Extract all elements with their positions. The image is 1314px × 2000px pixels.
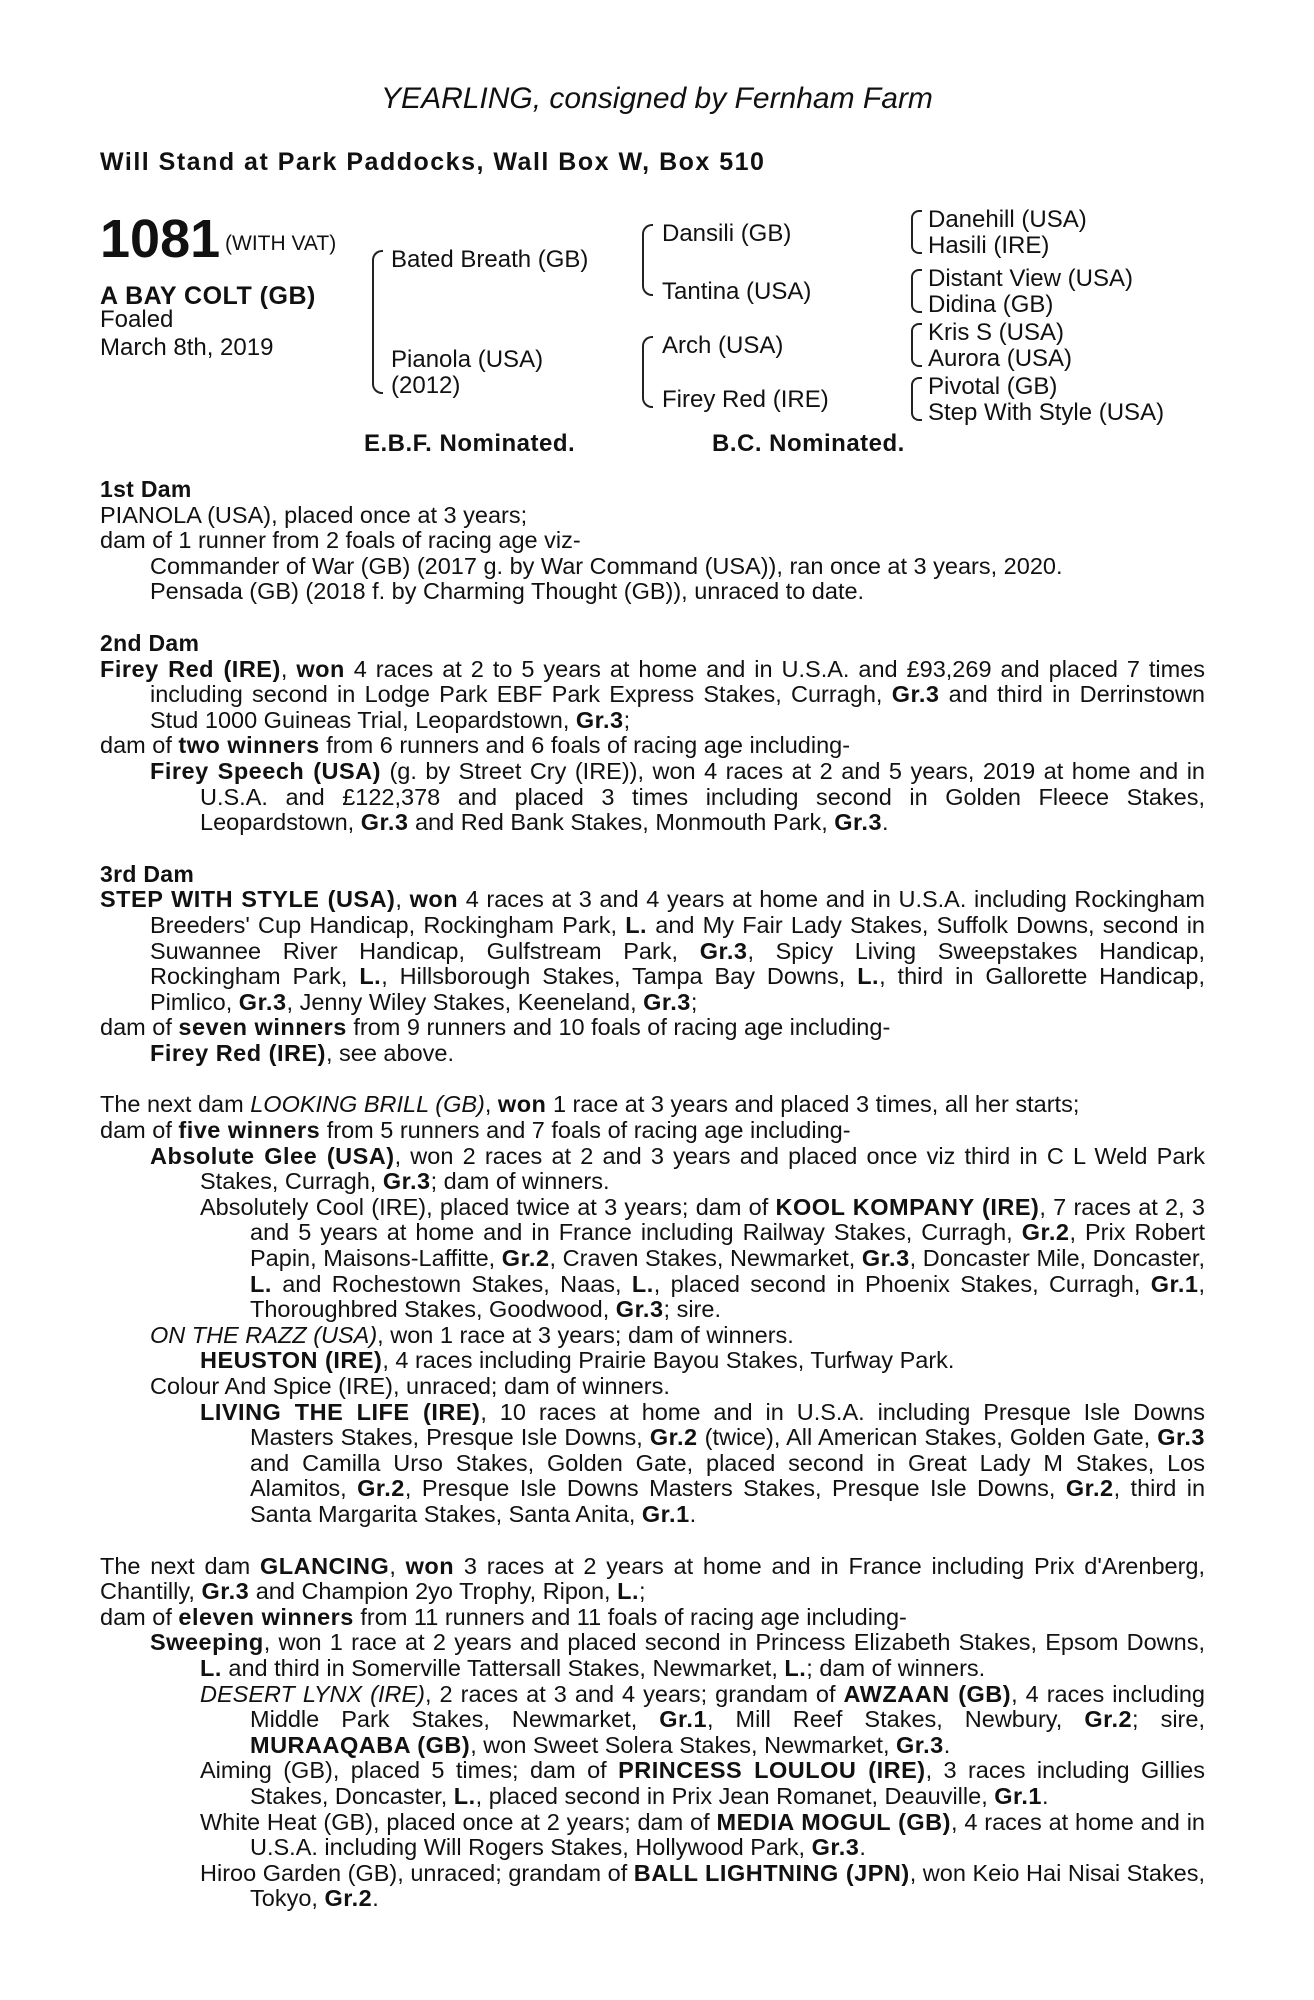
horse-name: Firey Speech (USA) [150, 757, 381, 784]
pedigree-dam-sire: Arch (USA) [662, 332, 784, 359]
pedigree-brace [642, 336, 653, 408]
pedigree-ssd: Hasili (IRE) [928, 232, 1050, 259]
won-label: won [296, 655, 345, 682]
horse-name: KOOL KOMPANY (IRE) [775, 1193, 1040, 1220]
pedigree-brace [372, 250, 383, 394]
next-dam-grandfoal: Absolutely Cool (IRE), placed twice at 3 years; dam of KOOL KOMPANY (IRE), 7 races at 2, 3 and 5 years at home and in France including Railway Stakes, Curragh, Gr.2, Prix Robert Papin, Maisons-Laffitte, Gr.2, Craven Stakes, Newmarket, Gr.3, Doncaster Mile, Doncaster, L. and Rochestown Stakes, Naas, L., placed second in Phoenix Stakes, Curragh, Gr.1, Thoroughbred Stakes, Goodwood, Gr.3; sire. [200, 1193, 1206, 1323]
horse-name: STEP WITH STYLE (USA) [100, 886, 396, 913]
lot-name: A BAY COLT (GB) [100, 282, 316, 310]
next-dam-grandfoal: Hiroo Garden (GB), unraced; grandam of BALL LIGHTNING (JPN), won Keio Hai Nisai Stakes, Tokyo, Gr.2. [200, 1859, 1206, 1912]
pedigree-dss: Kris S (USA) [928, 319, 1065, 346]
first-dam-produce: dam of 1 runner from 2 foals of racing age viz- [100, 527, 581, 554]
next-dam-grandfoal: White Heat (GB), placed once at 2 years; dam of MEDIA MOGUL (GB), 4 races at home and in U.S.A. including Will Rogers Stakes, Hollywood Park, Gr.3. [200, 1808, 1206, 1861]
first-dam-foal: Commander of War (GB) (2017 g. by War Command (USA)), ran once at 3 years, 2020. [150, 552, 1063, 579]
horse-name: PRINCESS LOULOU (IRE) [618, 1757, 926, 1784]
lot-number: 1081 [100, 209, 221, 269]
pedigree-brace [911, 323, 922, 367]
pedigree-dsd: Aurora (USA) [928, 345, 1073, 372]
horse-name: Firey Red (IRE) [100, 655, 281, 682]
consignor-header: YEARLING, consigned by Fernham Farm [381, 82, 933, 115]
next-dam-grandfoal: HEUSTON (IRE), 4 races including Prairie Bayou Stakes, Turfway Park. [200, 1347, 955, 1374]
third-dam-heading: 3rd Dam [100, 860, 195, 887]
foaled-info [100, 306, 273, 362]
ebf-nomination: E.B.F. Nominated. [364, 430, 576, 457]
horse-name: ON THE RAZZ (USA) [150, 1321, 378, 1348]
horse-name: Firey Red (IRE) [150, 1039, 326, 1066]
next-dam-grandfoal: Aiming (GB), placed 5 times; dam of PRINCESS LOULOU (IRE), 3 races including Gillies Stakes, Doncaster, L., placed second in Prix Jean Romanet, Deauville, Gr.1. [200, 1757, 1205, 1809]
second-dam-heading: 2nd Dam [100, 629, 200, 656]
horse-name: Absolute Glee (USA) [150, 1142, 395, 1169]
pedigree-brace [911, 377, 922, 421]
vat-note: (WITH VAT) [225, 232, 337, 255]
next-dam-foal: Colour And Spice (IRE), unraced; dam of winners. [150, 1373, 670, 1399]
pedigree-sdd: Didina (GB) [928, 291, 1054, 318]
first-dam-foal: Pensada (GB) (2018 f. by Charming Thought (GB)), unraced to date. [150, 578, 865, 605]
foaled-label: Foaled [100, 306, 174, 333]
pedigree-sds: Distant View (USA) [928, 265, 1133, 292]
second-dam-foal: Firey Speech (USA) (g. by Street Cry (IRE)), won 4 races at 2 and 5 years, 2019 at home and in U.S.A. and £122,378 and placed 3 times including second in Golden Fleece Stakes, Leopardstown, Gr.3 and Red Bank Stakes, Monmouth Park, Gr.3. [150, 757, 1205, 836]
dam-details [100, 477, 1205, 1912]
pedigree-dds: Pivotal (GB) [928, 373, 1058, 400]
next-dam-produce: dam of eleven winners from 11 runners and 11 foals of racing age including- [100, 1603, 907, 1630]
first-dam-line: PIANOLA (USA), placed once at 3 years; [100, 501, 528, 528]
horse-name: LOOKING BRILL (GB) [250, 1091, 485, 1118]
next-dam-foal: Sweeping, won 1 race at 2 years and placed second in Princess Elizabeth Stakes, Epsom Downs, L. and third in Somerville Tattersall Stakes, Newmarket, L.; dam of winners. [150, 1629, 1205, 1681]
next-dam-produce: dam of five winners from 5 runners and 7 foals of racing age including- [100, 1117, 851, 1144]
third-dam-foal: Firey Red (IRE), see above. [150, 1039, 454, 1066]
pedigree-dam: Pianola (USA) [391, 346, 544, 373]
third-dam-record: STEP WITH STYLE (USA), won 4 races at 3 and 4 years at home and in U.S.A. including Rockingham Breeders' Cup Handicap, Rockingham Park, L. and My Fair Lady Stakes, Suffolk Downs, second in Suwannee River Handicap, Gulfstream Park, Gr.3, Spicy Living Sweepstakes Handicap, Rockingham Park, L., Hillsborough Stakes, Tampa Bay Downs, L., third in Gallorette Handicap, Pimlico, Gr.3, Jenny Wiley Stakes, Keeneland, Gr.3; [100, 886, 1206, 1015]
pedigree-sss: Danehill (USA) [928, 206, 1087, 233]
third-dam-produce: dam of seven winners from 9 runners and 10 foals of racing age including- [100, 1014, 891, 1041]
pedigree-sire-sire: Dansili (GB) [662, 220, 792, 247]
pedigree-sire: Bated Breath (GB) [391, 246, 589, 273]
bc-nomination: B.C. Nominated. [712, 430, 905, 457]
horse-name: GLANCING [259, 1552, 390, 1579]
pedigree-brace [911, 210, 922, 254]
horse-name: BALL LIGHTNING (JPN) [633, 1859, 910, 1886]
foaled-date: March 8th, 2019 [100, 334, 274, 361]
second-dam-record: Firey Red (IRE), won 4 races at 2 to 5 years at home and in U.S.A. and £93,269 and placed 7 times including second in Lodge Park EBF Park Express Stakes, Curragh, Gr.3 and third in Derrinstown Stud 1000 Guineas Trial, Leopardstown, Gr.3; [100, 655, 1206, 733]
next-dam-record: The next dam GLANCING, won 3 races at 2 years at home and in France including Prix d'Arenberg, Chantilly, Gr.3 and Champion 2yo Trophy, Ripon, L.; [100, 1552, 1206, 1605]
horse-name: DESERT LYNX (IRE) [200, 1680, 425, 1707]
pedigree-dam-year: (2012) [391, 372, 461, 399]
pedigree-dam-dam: Firey Red (IRE) [662, 386, 829, 413]
horse-name: Sweeping [150, 1629, 264, 1656]
pedigree-brace [642, 224, 653, 296]
pedigree-brace [911, 269, 922, 313]
horse-name: LIVING THE LIFE (IRE) [200, 1398, 481, 1425]
next-dam-grandfoal: DESERT LYNX (IRE), 2 races at 3 and 4 years; grandam of AWZAAN (GB), 4 races including Middle Park Stakes, Newmarket, Gr.1, Mill Reef Stakes, Newbury, Gr.2; sire, MURAAQABA (GB), won Sweet Solera Stakes, Newmarket, Gr.3. [200, 1680, 1205, 1758]
horse-name: HEUSTON (IRE) [200, 1347, 383, 1374]
pedigree-ddd: Step With Style (USA) [928, 399, 1165, 426]
next-dam-grandfoal: LIVING THE LIFE (IRE), 10 races at home and in U.S.A. including Presque Isle Downs Masters Stakes, Presque Isle Downs, Gr.2 (twice), All American Stakes, Golden Gate, Gr.3 and Camilla Urso Stakes, Golden Gate, placed second in Great Lady M Stakes, Los Alamitos, Gr.2, Presque Isle Downs Masters Stakes, Presque Isle Downs, Gr.2, third in Santa Margarita Stakes, Santa Anita, Gr.1. [200, 1398, 1206, 1527]
horse-name: MEDIA MOGUL (GB) [716, 1808, 951, 1835]
stand-location: Will Stand at Park Paddocks, Wall Box W, Box 510 [100, 148, 766, 176]
second-dam-produce: dam of two winners from 6 runners and 6 foals of racing age including- [100, 732, 851, 759]
next-dam-foal: Absolute Glee (USA), won 2 races at 2 and 3 years and placed once viz third in C L Weld Park Stakes, Curragh, Gr.3; dam of winners. [150, 1142, 1205, 1195]
pedigree-sire-dam: Tantina (USA) [662, 278, 812, 305]
next-dam-foal: ON THE RAZZ (USA), won 1 race at 3 years; dam of winners. [150, 1321, 794, 1348]
next-dam-record: The next dam LOOKING BRILL (GB), won 1 race at 3 years and placed 3 times, all her starts; [100, 1091, 1080, 1118]
first-dam-heading: 1st Dam [100, 476, 192, 502]
